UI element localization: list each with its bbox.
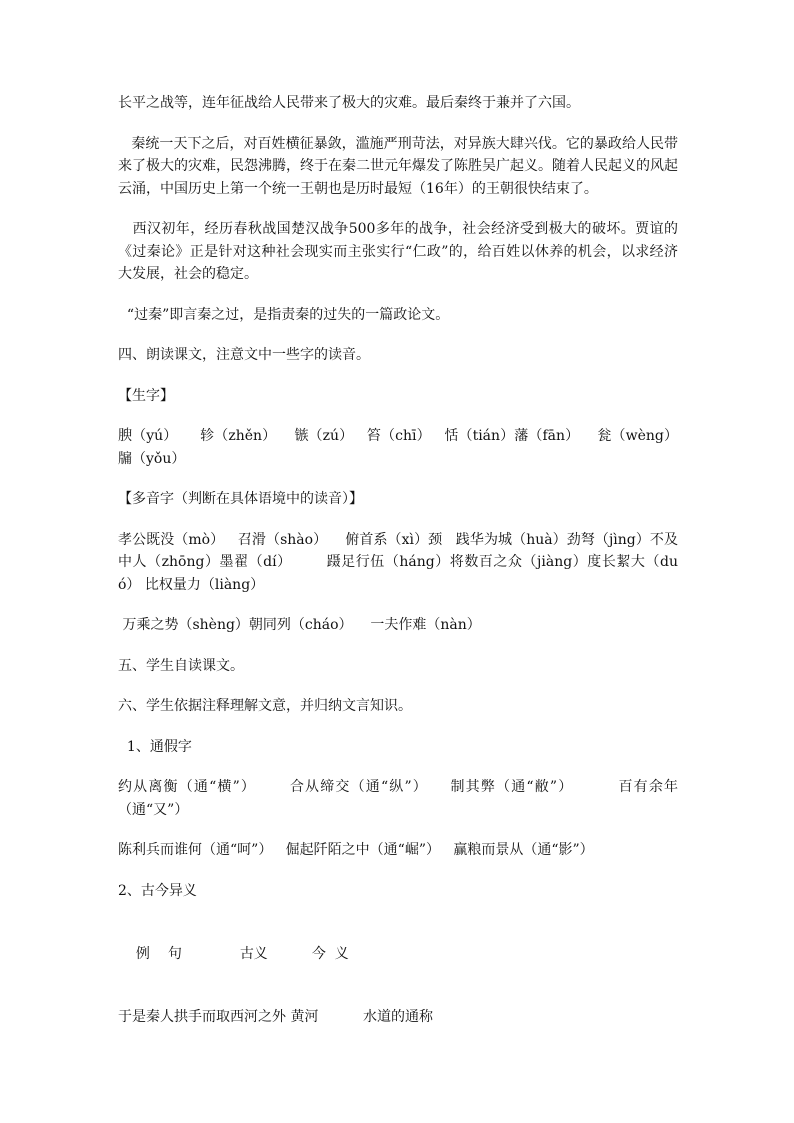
polyphonic-list-continued: 万乘之势（shèng）朝同列（cháo） 一夫作难（nàn） — [118, 617, 481, 633]
section-heading-self-reading: 五、学生自读课文。 — [118, 657, 244, 674]
tongjiazi-list-continued: 陈利兵而谁何（通“呵”） 倔起阡陌之中（通“崛”） 赢粮而景从（通“影”） — [118, 842, 594, 858]
subheading-gujin-yiyi: 2、古今异义 — [118, 882, 197, 899]
paragraph-qin-unification: 秦统一天下之后，对百姓横征暴敛，滥施严刑苛法，对异族大肆兴伐。它的暴政给人民带来了极大的灾难，民怨沸腾，终于在秦二世元年爆发了陈胜吴广起义。随着人民起义的风起云涌，中国历史上第一个统一王朝也是历时最短（16年）的王朝很快结束了。 — [118, 135, 678, 197]
paragraph-western-han: 西汉初年，经历春秋战国楚汉战争500多年的战争，社会经济受到极大的破坏。贾谊的《过秦论》正是针对这种社会现实而主张实行“仁政”的，给百姓以休养的机会，以求经济大发展，社会的稳定。 — [118, 221, 678, 282]
new-characters-list: 腴（yú） 轸（zhěn） 镞（zú） 笞（chī） 恬（tián）藩（fān） 瓮（wèng） 牖（yǒu） — [118, 428, 696, 467]
table-header-sentence: 句 — [167, 945, 182, 962]
paragraph-guoqin-meaning: “过秦”即言秦之过，是指责秦的过失的一篇政论文。 — [118, 306, 450, 323]
table-header-modern-meaning: 今 义 — [311, 945, 349, 962]
tongjiazi-list: 约从离衡（通“横”） 合从缔交（通“纵”） 制其弊（通“敝”） 百有余年（通“又”） — [118, 779, 678, 818]
paragraph-intro-end: 长平之战等，连年征战给人民带来了极大的灾难。最后秦终于兼并了六国。 — [118, 95, 580, 111]
table-header-row — [118, 920, 678, 988]
polyphonic-list: 孝公既没（mò） 召滑（shào） 俯首系（xì）颈 践华为城（huà）劲弩（jìng）不及中人（zhōng）墨翟（dí） 蹑足行伍（háng）将数百之众（jiàng）度长絜大（duó） 比权量力（liàng） — [118, 531, 678, 593]
table-header-ancient-meaning: 古义 — [239, 945, 268, 962]
table-header-example: 例 — [135, 945, 150, 962]
section-heading-annotations: 六、学生依据注释理解文意，并归纳文言知识。 — [118, 698, 412, 714]
section-heading-reading: 四、朗读课文，注意文中一些字的读音。 — [118, 347, 370, 363]
subheading-new-characters: 【生字】 — [118, 387, 174, 404]
subheading-tongjiazi: 1、通假字 — [118, 738, 192, 755]
subheading-polyphonic: 【多音字（判断在具体语境中的读音）】 — [118, 491, 363, 507]
table-row: 于是秦人拱手而取西河之外 黄河 水道的通称 — [118, 1008, 433, 1025]
document-page — [118, 92, 696, 1028]
